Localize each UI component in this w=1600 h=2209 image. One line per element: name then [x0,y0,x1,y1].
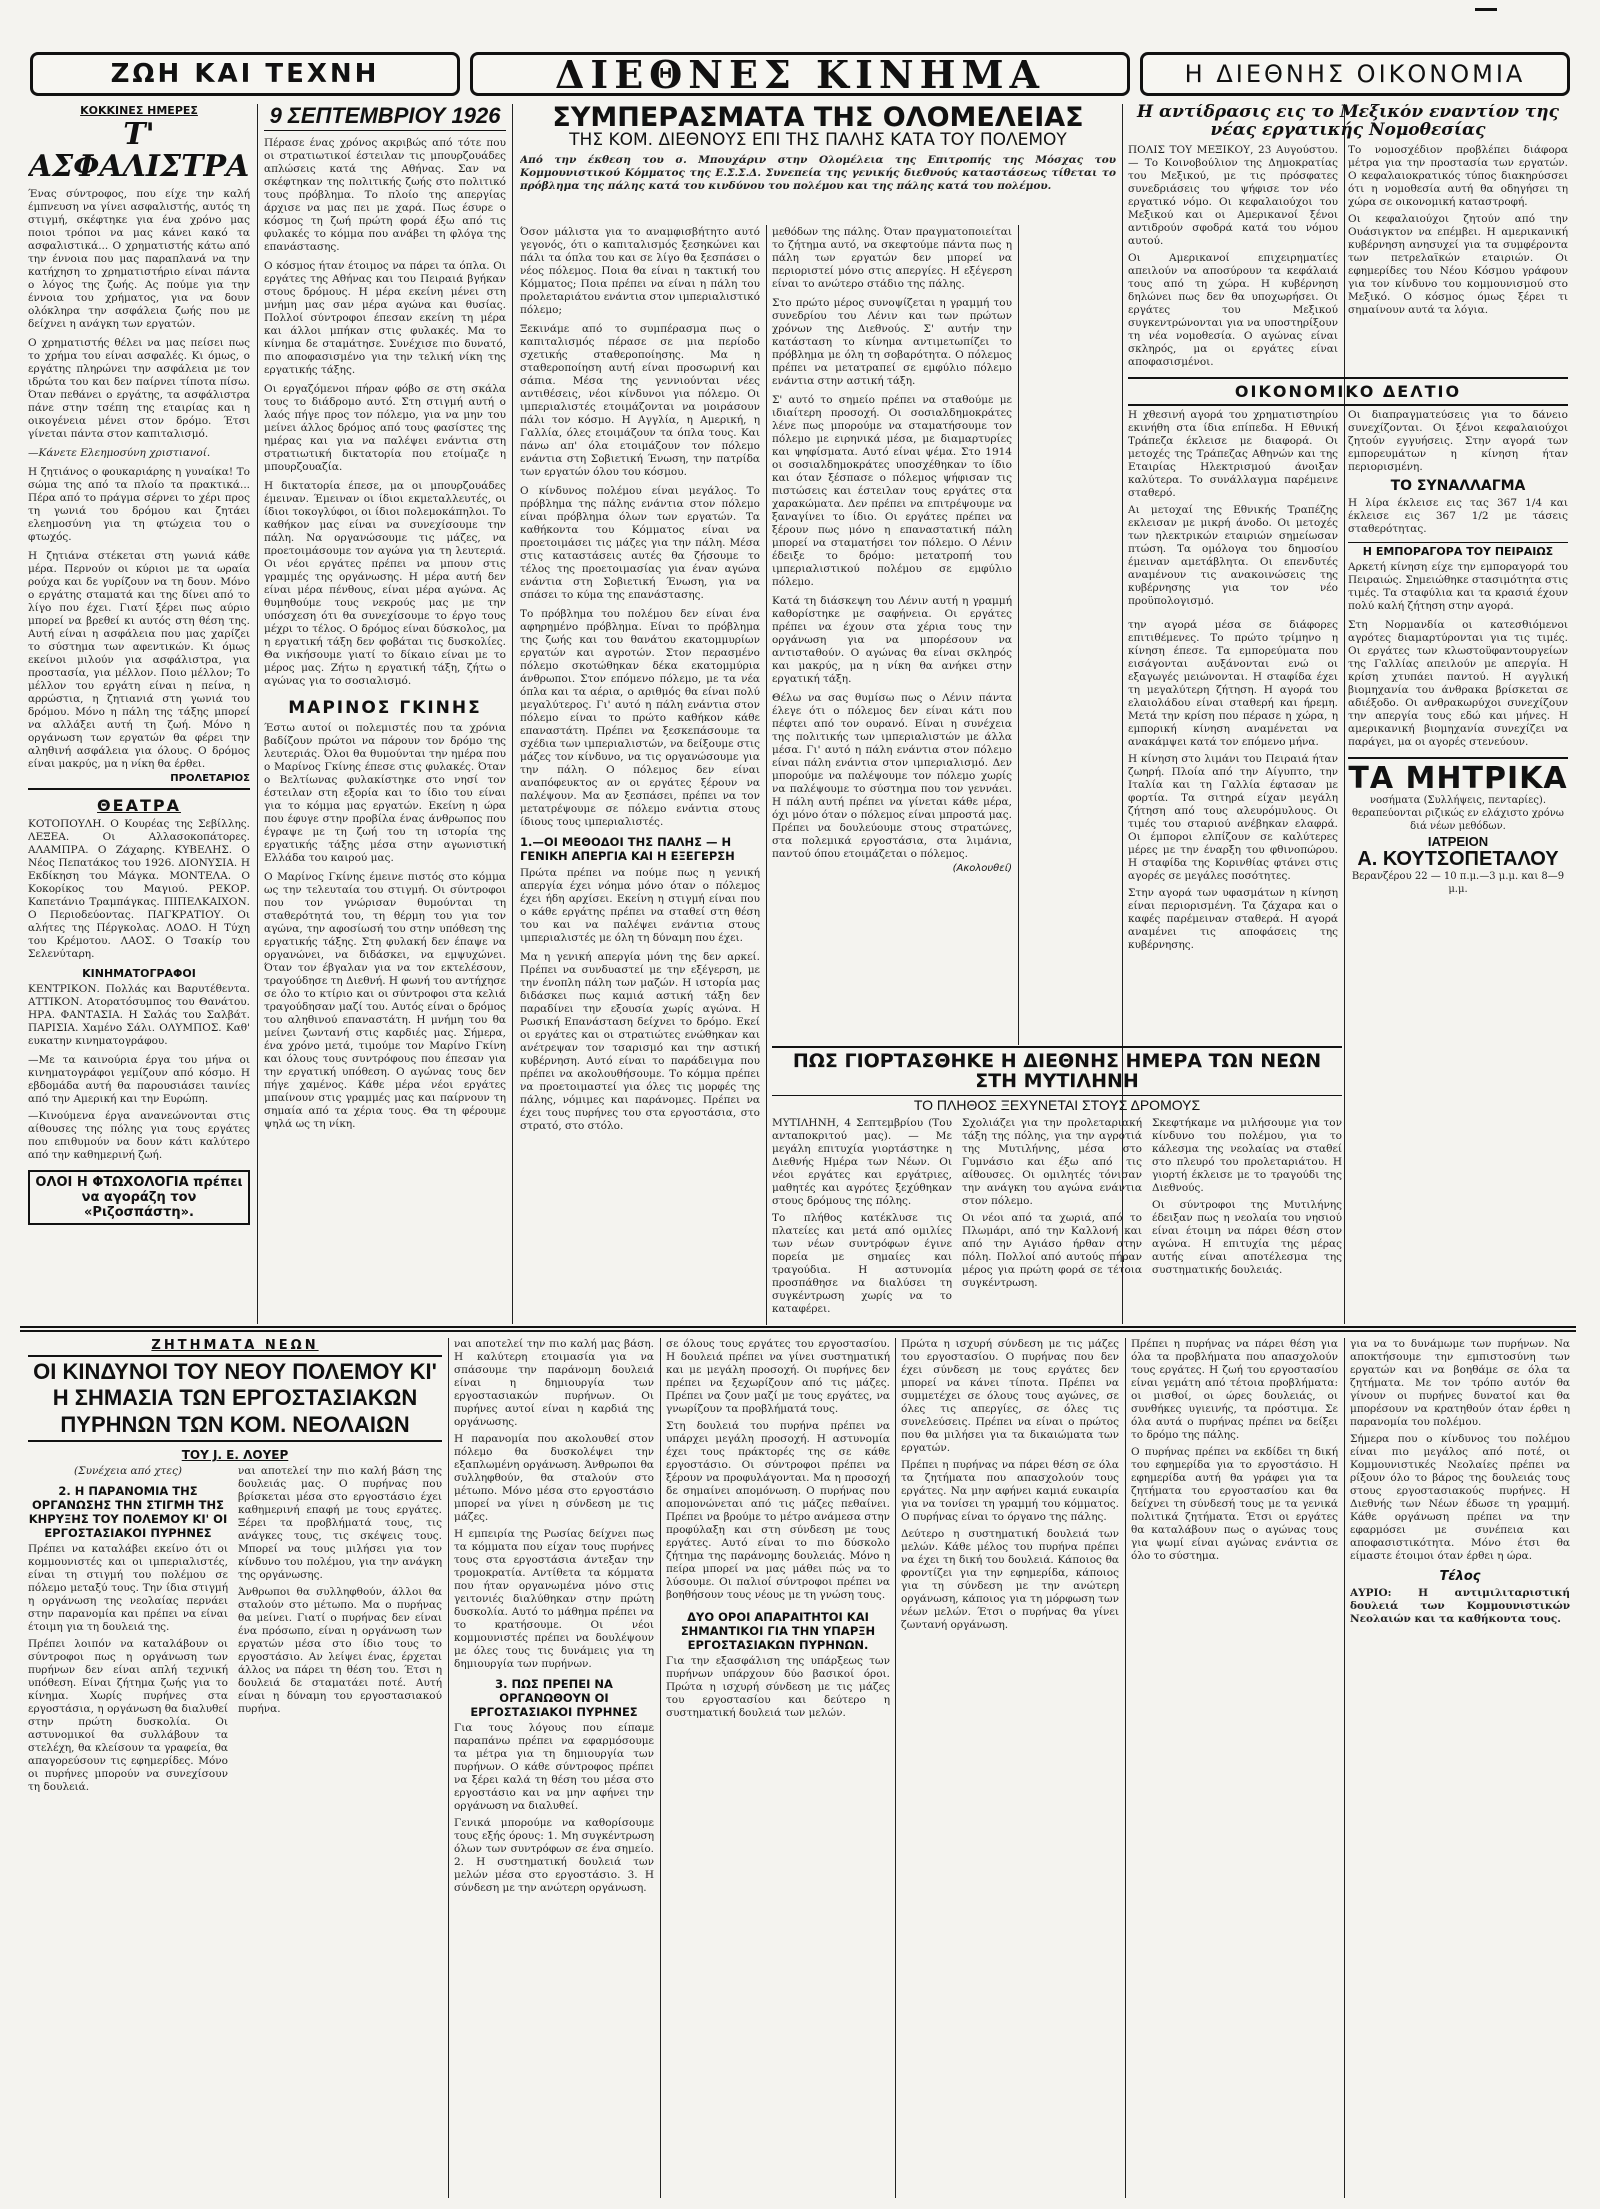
article-body-fill: Πρέπει λοιπόν να καταλάβουν οι σύντροφοι πως η οργάνωση των πυρήνων δεν είναι απλή τεχνική υπόθεση. Είναι ζήτημα ζωής για το κίνημα. Χωρίς πυρήνες στα εργοστάσια, η οργάνωση θα διαλυθεί στην πρώτη δυσκολία. Οι αστυνομικοί θα συλλάβουν τα στελέχη, θα κλείσουν τα γραφεία, θα απαγορεύσουν τις εφημερίδες. Μόνο οι πυρήνες μπορούν να συνεχίσουν τη δουλειά. [28,1638,228,1794]
article-body-fill: Σ' αυτό το σημείο πρέπει να σταθούμε με ιδιαίτερη προσοχή. Οι σοσιαλδημοκράτες λένε πως μπορούμε να σταματήσουμε τον πόλεμο με ειρηνικά μέσα, με διαμαρτυρίες και ψηφίσματα. Αυτό είναι ψέμα. Στο 1914 οι σοσιαλδημοκράτες υποσχέθηκαν το ίδιο και όταν ξέσπασε ο πόλεμος ψήφισαν τις πιστώσεις και έστειλαν τους εργάτες στα χαρακώματα. Δεν πρέπει να επιτρέψουμε να ξαναγίνει το ίδιο. Οι εργάτες πρέπει να ξέρουν πως μόνο η επαναστατική πάλη μπορεί να σταματήσει τον πόλεμο. Ο Λένιν έδειξε το δρόμο: μετατροπή του ιμπεριαλιστικού πολέμου σε εμφύλιο πόλεμο. [772,394,1012,588]
column-rule [660,1338,661,2198]
article-subtitle-marinos-gkinis: ΜΑΡΙΝΟΣ ΓΚΙΝΗΣ [288,698,482,719]
article-body: Όσον μάλιστα για το αναμφισβήτητο αυτό γεγονός, ότι ο καπιταλισμός ξεσηκώνει και πάλι τα όπλα του και σε λίγο θα ξεσπάσει ο νέος πόλεμος. Ποια θα είναι η τακτική του Κόμματος; Ποια πρέπει να είναι η πάλη του προλεταριάτου ενάντια στον ιμπεριαλιστικό πόλεμο; [520,226,760,316]
article-body: Έστω αυτοί οι πολεμιστές που τα χρόνια βαδίζουν πρώτοι να πάρουν τον δρόμο της λευτεριάς. Όλοι θα θυμούνται την ημέρα που ο Μαρίνος Γκίνης έπεσε στις φυλακές. Όταν ο Βελτίωνας φυλακίστηκε στο νησί τον έστειλαν στη εξορία και το ίδιο του είναι για το κόμμα μας εργατών. Εκείνη η ώρα που έφυγε στην προβίλα ένας άνθρωπος που έγραψε με τη ζωή του τη ιστορία της εργατικής τάξης μέσα στην αγωνιστική Ελλάδα του καιρού μας. [264,722,506,865]
article-body-fill: Στην αγορά των υφασμάτων η κίνηση είναι περιορισμένη. Τα ζάχαρα και ο καφές παρέμειναν σταθερά. Η αγορά αναμένει τις αποφάσεις της κυβέρνησης. [1128,886,1338,951]
article-body-fill: Η ζητιάνα στέκεται στη γωνιά κάθε μέρα. Περνούν οι κύριοι με τα ωραία ρούχα και δε γυρίζουν να τη δουν. Μόνο ο εργάτης σταματά και της δίνει από το λίγο που έχει. Γιατί ξέρει πως αύριο μπορεί να βρεθεί κι αυτός στη θέση της. Αυτή είναι η ασφάλεια που μας χαρίζει το σύστημα των αφεντικών. Κι όμως εκείνοι μιλούν για ασφάλιστρα, για προστασία, για μέλλον. Ποιο μέλλον; Το μέλλον του εργάτη είναι η πείνα, η αρρώστια, η ζητιανιά στη γωνιά του δρόμου. Μόνο η πάλη της τάξης μπορεί να αλλάξει αυτή τη ζωή. Μόνο η οργάνωση των εργατών θα φέρει την αληθινή ασφάλεια για όλους. Ο δρόμος είναι μακρύς, μα η νίκη θα έρθει. [28,550,250,770]
article-body-fill: Στη Νορμανδία οι κατεσθιόμενοι αγρότες διαμαρτύρονται για τις τιμές. Οι εργάτες των κλωστοϋφαντουργείων της Γαλλίας απειλούν με απεργία. Η κρίση χτυπάει παντού. Η αγγλική βιομηχανία του άνθρακα βρίσκεται σε αδιέξοδο. Οι ανθρακωρύχοι συνεχίζουν την απεργία τους εδώ και μήνες. Η αμερικανική βιομηχανία συνεχίζει να παράγει, μα οι αγορές στενεύουν. [1348,618,1568,748]
article-section-4: ΔΥΟ ΟΡΟΙ ΑΠΑΡΑΙΤΗΤΟΙ ΚΑΙ ΣΗΜΑΝΤΙΚΟΙ ΓΙΑ ΤΗΝ ΥΠΑΡΞΗ ΕΡΓΟΣΤΑΣΙΑΚΩΝ ΠΥΡΗΝΩΝ. [680,1610,876,1652]
column-rule [766,225,767,1325]
article-body: Πρώτα πρέπει να πούμε πως η γενική απεργία έχει νόημα μόνο όταν ο πόλεμος έχει ήδη αρχίσει. Εκείνη η στιγμή είναι που ο κάθε εργάτης πρέπει να σταθεί στη θέση του και να παλέψει ενάντια στους ιμπεριαλιστές με όλη τη δύναμη που έχει. [520,867,760,944]
column-bottom-4 [901,1338,1119,2198]
article-body-fill: Η δικτατορία έπεσε, μα οι μπουρζουάδες έμειναν. Έμειναν οι ίδιοι εκμεταλλευτές, οι ίδιοι τοκογλύφοι, οι ίδιοι πολεμοκάπηλοι. Το καθήκον μας είναι να συνεχίσουμε την πάλη. Να οργανώσουμε τις μάζες, να προετοιμάσουμε τον αγώνα για τη λευτεριά. Οι νέοι εργάτες πρέπει να μπουν στις γραμμές της οργάνωσης. Η μέρα αυτή δεν είναι μέρα πένθους, είναι μέρα αγώνα. Ας θυμηθούμε τους νεκρούς μας με την υπόσχεση ότι θα συνεχίσουμε το έργο τους μέχρι το τέλος. Ο δρόμος είναι δύσκολος, μα η εργατική τάξη δεν φοβάται τις δυσκολίες. Θα νικήσουμε γιατί το δίκαιο είναι με το μέρος μας. Ζήτω η εργατική τάξη, ζήτω ο αγώνας για το σοσιαλισμό. [264,480,506,688]
article-body: για να το δυνάμωμε των πυρήνων. Να αποκτήσουμε την εμπιστοσύνη των εργατών και να βοηθάμε σε όλα τα ζητήματα. Με τον τρόπο αυτόν θα γίνουν οι πυρήνες δυνατοί και θα μπορέσουν να κρατηθούν όταν έρθει η παρανομία του πολέμου. [1350,1338,1570,1428]
economy-column [1348,409,1568,613]
economy-bulletin: Η χθεσινή αγορά του χρηματιστηρίου εκινήθη στα ίδια επίπεδα. Η Εθνική Τράπεζα έκλεισε με διαφορά. Οι μετοχές της Τράπεζας Αθηνών και της Εταιρίας Ηλεκτρισμού άνοιξαν καλύτερα. Το συνάλλαγμα παρέμεινε σταθερό. [1128,408,1338,499]
article-body-fill: Ξεκινάμε από το συμπέρασμα πως ο καπιταλισμός πέρασε σε μια περίοδο σχετικής σταθεροποίησης. Μα η σταθεροποίηση αυτή είναι προσωρινή και σάπια. Μέσα της γεννιούνται νέες αντιθέσεις, νέοι κίνδυνοι για πόλεμο. Οι ιμπεριαλιστές ετοιμάζονται να μοιράσουν πάλι τον κόσμο. Η Αγγλία, η Αμερική, η Γαλλία, όλες ετοιμάζουν τα όπλα τους. Και πάνω απ' όλα ετοιμάζουν τον πόλεμο ενάντια στη Σοβιετική Ένωση, την πατρίδα των εργατών όλου του κόσμου. [520,323,760,478]
theatre-listings: ΚΟΤΟΠΟΥΛΗ. Ο Κουρέας της Σεβίλλης. ΛΕΞΕΑ. Οι Αλλασοκοπάτορες. ΑΛΑΜΠΡΑ. Ο Ζάχαρης. ΚΥΒΕΛΗΣ. Ο Νέος Πεπατάκος του 1926. ΔΙΟΝΥΣΙΑ. Η Εκδίκηση του Μάγκα. ΜΟΝΤΕΛΑ. Ο Κοκορίκος του Μαγιού. ΡΕΚΟΡ. Καπετάνιο Τραμπάγκας. ΠΙΠΕΛΚΑΙΧΟΝ. Ο Περιοδεύοντας. ΠΑΓΚΡΑΤΙΟΥ. Οι αλήτες της Πέργκολας. ΛΟΔΟ. Η Τύχη του Κρέμοτου. ΛΑΟΣ. Ο Τσακίρ του Σελενύταρη. [28,818,250,960]
article-section-2: 2. Η ΠΑΡΑΝΟΜΙΑ ΤΗΣ ΟΡΓΑΝΩΣΗΣ ΤΗΝ ΣΤΙΓΜΗ ΤΗΣ ΚΗΡΥΞΗΣ ΤΟΥ ΠΟΛΕΜΟΥ ΚΙ' ΟΙ ΕΡΓΟΣΤΑΣΙΑΚΟΙ ΠΥΡΗΝΕΣ [28,1484,228,1541]
economy-bulletin-columns [1128,409,1568,613]
article-body: Πέρασε ένας χρόνος ακριβώς από τότε που οι στρατιωτικοί έστειλαν τις μπουρζουάδες απλώσεις κατά της Αθήνας. Σαν να σκέφτηκαν της πολιτικής ζωής στο πολιτικό τους πρόβλημα. Το πλοίο της απεργίας άρχισε να μας πει με χαρά. Πως έσυρε ο κόσμος τη ζωή πρώτη φορά έξω από τις φυλακές το κόμμα που ανάβει τη φλόγα της επανάστασης. [264,137,506,254]
article-body: ΠΟΛΙΣ ΤΟΥ ΜΕΞΙΚΟΥ, 23 Αυγούστου. — Το Κοινοβούλιον της Δημοκρατίας του Μεξικού, με τις πρόσφατες συνεδριάσεις του ψήφισε τον νέο εργατικό νόμο. Οι κεφαλαιούχοι του Μεξικού και οι Αμερικανοί ξένοι αντιδρούν σφοδρά κατά του νόμου αυτού. [1128,143,1338,247]
market-bulletin: Αρκετή κίνηση είχε την εμποραγορά του Πειραιώς. Σημειώθηκε στασιμότητα στις τιμές. Τα σταφύλια και τα κρασιά έχουν πολύ καλή ζήτηση στην αγορά. [1348,560,1568,612]
column-rule [1344,1338,1345,2198]
theatre-heading: ΘΕΑΤΡΑ [97,796,181,815]
cinema-heading: ΚΙΝΗΜΑΤΟΓΡΑΦΟΙ [82,967,196,980]
article-body: Το πλήθος κατέκλυσε τις πλατείες και μετά από ομιλίες των νέων συντρόφων έγινε πορεία με σημαίες και τραγούδια. Η αστυνομία προσπάθησε να διαλύσει τη συγκέντρωση χωρίς να το καταφέρει. [772,1211,952,1315]
article-body-fill: Οι διαπραγματεύσεις για το δάνειο συνεχίζονται. Οι ξένοι κεφαλαιούχοι ζητούν εγγυήσεις. Στην αγορά των εμπορευμάτων η κίνηση ήταν περιορισμένη. [1348,408,1568,473]
article-body: Για την εξασφάλιση της υπάρξεως των πυρήνων υπάρχουν δύο βασικοί όροι. Πρώτα η ισχυρή σύνδεση με τις μάζες του εργοστασίου και δεύτερο η συστηματική δουλειά των μελών. [666,1655,890,1719]
market-heading: Η ΕΜΠΟΡΑΓΟΡΑ ΤΟΥ ΠΕΙΡΑΙΩΣ [1348,542,1568,558]
article-body-fill: Ο Μαρίνος Γκίνης έμεινε πιστός στο κόμμα ως την τελευταία του στιγμή. Οι σύντροφοι που τον γνώρισαν θυμούνται τη σταθερότητά του, τη θέρμη του για τον αγώνα, την αφοσίωσή του στην υπόθεση της εργατικής τάξης. Στη φυλακή δεν έπαψε να οργανώνει, να διδάσκει, να εμψυχώνει. Όταν τον έβγαλαν για να τον εκτελέσουν, τραγούδησε τη Διεθνή. Η φωνή του αντήχησε σε όλο το κτίριο και οι σύντροφοι στα κελιά τραγούδησαν μαζί του. Αυτός είναι ο δρόμος του αληθινού επαναστάτη. Η μνήμη του θα μείνει ζωντανή στις καρδιές μας. Σήμερα, ένα χρόνο μετά, τιμούμε τον Μαρίνο Γκίνη και όλους τους συντρόφους που έπεσαν για την εργατική υπόθεση. Ο αγώνας τους δεν πήγε χαμένος. Κάθε μέρα νέοι εργάτες μπαίνουν στις γραμμές μας και παίρνουν τη σημαία από τα χέρια τους. Θα τη φέρουμε ψηλά ως τη νίκη. [264,871,506,1131]
article-title-mexico: Η αντίδρασις εις το Μεξικόν εναντίον της νέας εργατικής Νομοθεσίας [1137,104,1559,140]
article-column [772,1117,952,1316]
article-subtitle-plithos: ΤΟ ΠΛΗΘΟΣ ΞΕΧΥΝΕΤΑΙ ΣΤΟΥΣ ΔΡΟΜΟΥΣ [772,1095,1342,1113]
cinema-listings: ΚΕΝΤΡΙΚΟΝ. Πολλάς και Βαρυτέθεντα. ΑΤΤΙΚΟΝ. Ατορατόσυμπος του Θανάτου. ΗΡΑ. ΦΑΝΤΑΣΙΑ. Η Σαλάς του Σαλβάτ. ΠΑΡΙΣΙΑ. Χαμένο Σάλι. ΟΛΥΜΠΟΣ. Καθ' ευκατην κινηματογράφου. [28,983,250,1047]
article-body-fill: Οι νέοι από τα χωριά, από το Πλωμάρι, από την Καλλονή και από την Αγιάσο ήρθαν στην πόλη. Πολλοί από αυτούς πήραν μέρος για πρώτη φορά σε τέτοια συγκέντρωση. [962,1211,1142,1289]
economy-column [1128,619,1338,952]
article-next-notice: ΑΥΡΙΟ: Η αντιμιλιταριστική δουλειά των Κομμουνιστικών Νεολαιών και τα καθήκοντα τους. [1350,1587,1570,1625]
ad-clinic-hours: Βερανζέρου 22 — 10 π.μ.—3 μ.μ. και 8—9 μ.μ. [1351,870,1565,895]
article-body: την αγορά μέσα σε διάφορες επιτιθέμενες. Το πρώτο τρίμηνο η κίνηση έπεσε. Τα εμπορεύματα που εισάγονται αυξάνονται ενώ οι εξαγωγές μειώνονται. Η σταφίδα έχει τη μεγαλύτερη ζήτηση. Η αγορά του ελαιολάδου είναι σταθερή και ήρεμη. Μετά την κρίση που πέρασε η χώρα, η εμπορική κίνηση αναμένεται να ανακάμψει κατά τον επόμενο μήνα. [1128,618,1338,748]
article-header-symperasmata [520,104,1116,226]
article-title-kindynoi: ΟΙ ΚΙΝΔΥΝΟΙ ΤΟΥ ΝΕΟΥ ΠΟΛΕΜΟΥ ΚΙ' Η ΣΗΜΑΣΙΑ ΤΩΝ ΕΡΓΟΣΤΑΣΙΑΚΩΝ ΠΥΡΗΝΩΝ ΤΩΝ ΚΟΜ. ΝΕΟΛΑΙΩΝ [28,1355,442,1442]
column-symperasmata-1 [520,226,760,1324]
article-continues: (Ακολουθεί) [952,863,1012,874]
article-title-symperasmata: ΣΥΜΠΕΡΑΣΜΑΤΑ ΤΗΣ ΟΛΟΜΕΛΕΙΑΣ [552,104,1084,133]
article-body: Πρέπει η πυρήνας να πάρει θέση σε όλα τα ζητήματα που απασχολούν τους εργάτες. Να μην αφήνει καμιά ευκαιρία για να τονίσει τη γραμμή του κόμματος. Ο πυρήνας είναι το όργανο της πάλης. [901,1459,1119,1523]
article-body-fill: Η κίνηση στο λιμάνι του Πειραιά ήταν ζωηρή. Πλοία από την Αίγυπτο, την Ιταλία και τη Γαλλία έφτασαν με φορτία. Τα σιτηρά είχαν μεγάλη ζήτηση από τους αλευρόμυλους. Οι τιμές του σταριού ανέβηκαν ελαφρά. Οι έμποροι ελπίζουν σε καλύτερες μέρες με την έναρξη του φθινοπώρου. Η σταφίδα της Κορινθίας φτάνει στις αγορές σε μεγάλες ποσότητες. [1128,752,1338,882]
column-bottom-5 [1131,1338,1338,2198]
ad-body-mitrika: νοσήματα (Συλλήψεις, πενταρίες). θεραπεύονται ριζικώς εν ελάχιστο χρόνω διά νέων μεθόδων. [1352,795,1564,833]
article-body: Ένας σύντροφος, που είχε την καλή έμπνευση να γίνει ασφαλιστής, αυτός τη στιγμή, σκέφτηκε για ένα χρόνο μας ποιοι τρόποι να μας κάνει κακό τα ασφαλιστικά... Ο χρηματιστής κάτω από την έννοια που μας παραπλανά να την κατήχηση το χρηματιστήριο είναι πάντα ο λόγος της ζωής. Ας πούμε για την έννοια του χρήματος, για να δουν ολόκληρα την ασφάλεια ζωής που με δείχνει η ανάγκη των εργατών. [28,188,250,330]
article-continued-note: (Συνέχεια από χτες) [74,1465,182,1478]
cinema-notes-fill: —Κινούμενα έργα ανανεώνονται στις αίθουσες της πόλης για τους εργάτες που επιθυμούν να δουν κάτι καλύτερο από την καθημερινή ζωή. [28,1110,250,1161]
article-body: μεθόδων της πάλης. Όταν πραγματοποιείται το ζήτημα αυτό, να σκεφτούμε πάντα πως η πάλη των εργατών δεν μπορεί να περιοριστεί μόνο στις απεργίες. Η εξέγερση είναι το ανώτερο στάδιο της πάλης. [772,226,1012,290]
article-body-fill: Το πρόβλημα του πολέμου δεν είναι ένα αφηρημένο πρόβλημα. Είναι το πρόβλημα της ζωής και του θανάτου εκατομμυρίων εργατών και αγροτών. Στον περασμένο πόλεμο σκοτώθηκαν δέκα εκατομμύρια άνθρωποι. Στον επόμενο πόλεμο, με τα νέα όπλα και τα αέρια, ο αριθμός θα είναι πολύ μεγαλύτερος. Γι' αυτό η πάλη ενάντια στον πόλεμο είναι το πρώτο καθήκον κάθε επαναστάτη. Πρέπει να ξεσκεπάσουμε τα σχέδια των ιμπεριαλιστών, να δείξουμε στις μάζες τον κίνδυνο, να τις οργανώσουμε για την πάλη. Ο πόλεμος δεν είναι αναπόφευκτος αν οι εργάτες ξέρουν να παλέψουν. Μα αν ξεσπάσει, πρέπει να τον μετατρέψουμε σε πόλεμο ενάντια στους ίδιους τους ιμπεριαλιστές. [520,608,760,828]
economy-bottom-columns [1128,619,1568,952]
kicker-kokkines-imeres: ΚΟΚΚΙΝΕΣ ΗΜΕΡΕΣ [80,104,198,117]
article-body-fill: Οι κεφαλαιούχοι ζητούν από την Ουάσιγκτον να επέμβει. Η αμερικανική κυβέρνηση ανησυχεί για τα συμφέροντα των πετρελαϊκών εταιριών. Οι εφημερίδες του Νέου Κόσμου γράφουν για τον κίνδυνο του κομμουνισμού στο Μεξικό. Ο κόσμος όμως ξέρει τι σημαίνουν αυτά τα λόγια. [1348,212,1568,316]
article-body-fill: Αι μετοχαί της Εθνικής Τραπέζης εκλεισαν με μικρή άνοδο. Οι μετοχές των ηλεκτρικών εταιριών σημείωσαν πτώση. Τα ομόλογα του δημοσίου έμειναν αμετάβλητα. Οι επενδυτές αναμένουν τις ανακοινώσεις της κυβέρνησης για τον νέο προϋπολογισμό. [1128,503,1338,607]
fx-bulletin: Η λίρα έκλεισε εις τας 367 1/4 και έκλεισε εις 367 1/2 με τάσεις σταθερότητας. [1348,496,1568,535]
article-title-asfalistra: Τ' ΑΣΦΑΛΙΣΤΡΑ [28,117,250,184]
article-column [962,1117,1142,1316]
delta-heading: ΟΙΚΟΝΟΜΙΚΟ ΔΕΛΤΙΟ [1128,377,1568,406]
article-body: Ο κίνδυνος πολέμου είναι μεγάλος. Το πρόβλημα της πάλης ενάντια στον πόλεμο είναι πρόβλημα όλων των εργατών. Τα καθήκοντα του Κόμματος είναι να προετοιμάσει τις μάζες για την πάλη. Μέσα στις καταστάσεις αυτές θα ζήσουμε το τέλος της προετοιμασίας για έναν αγώνα ενάντια στη Σοβιετική Ένωση, για να σπάσει το κύμα της επανάστασης. [520,485,760,601]
article-body-fill: Γενικά μπορούμε να καθορίσουμε τους εξής όρους: 1. Μη συγκέντρωση όλων των συντρόφων σε ένα σημείο. 2. Η συστηματική δουλειά των μελών μέσα στο εργοστάσιο. 3. Η σύνδεση με την ανώτερη οργάνωση. [454,1817,654,1894]
column-rule [512,104,513,1324]
article-section-3: 3. ΠΩΣ ΠΡΕΠΕΙ ΝΑ ΟΡΓΑΝΩΘΟΥΝ ΟΙ ΕΡΓΟΣΤΑΣΙΑΚΟΙ ΠΥΡΗΝΕΣ [470,1677,638,1719]
article-end: Τέλος [1439,1569,1481,1584]
article-body: Σχολιάζει για την προλεταριακή τάξη της πόλης, για την αγροτιά της Μυτιλήνης, μέσα στο Γυμνάσιο και έξω από τις αίθουσες. Οι ομιλητές τόνισαν την ανάγκη του αγώνα ενάντια στον πόλεμο. [962,1116,1142,1207]
banner-diethnis-oikonomia [1140,52,1570,96]
article-lead: Από την έκθεση του σ. Μπουχάριν στην Ολομέλεια της Επιτροπής της Μόσχας του Κομμουνιστικού Κόμματος της Ε.Σ.Σ.Δ. Συνεπεία της γενικής διεθνούς καταστάσεως τίθεται το πρόβλημα της πάλης κατά του κινδύνου του πολέμου και της πάλης κατά του πολέμου. [520,154,1116,193]
column-bottom-1 [28,1338,442,2198]
article-body: ΜΥΤΙΛΗΝΗ, 4 Σεπτεμβρίου (Του ανταποκριτού μας). — Με μεγάλη επιτυχία γιορτάστηκε η Διεθνής Ημέρα των Νέων. Οι νέοι εργάτες και εργάτριες, μαθητές και αγρότες ξεχύθηκαν στους δρόμους της πόλης. [772,1116,952,1207]
article-body: ναι αποτελεί την πιο καλή μας βάση. Η καλύτερη ετοιμασία για να σπάσουμε την παράνομη δουλειά είναι η δημιουργία των εργοστασιακών πυρήνων. Οι πυρήνες αυτοί είναι η καρδιά της οργάνωσης. [454,1338,654,1428]
section-divider [1348,757,1568,759]
article-body: Πρέπει να καταλάβει εκείνο ότι οι κομμουνιστές και οι ιμπεριαλιστές, είναι τη στιγμή του πολέμου σε πόλεμο μεταξύ τους. Την ίδια στιγμή η οργάνωση της νεολαίας περνάει στην παρανομία και πρέπει να είναι έτοιμη για τη δουλειά της. [28,1543,228,1634]
banner-center-label: ΔΙΕΘΝΕΣ ΚΙΝΗΜΑ [554,51,1046,97]
article-body-fill: Άνθρωποι θα συλληφθούν, άλλοι θα σταλούν στο μέτωπο. Μα ο πυρήνας θα μείνει. Γιατί ο πυρήνας δεν είναι ένα πρόσωπο, είναι η οργάνωση των εργατών μέσα στο ίδιο τους το εργοστάσιο. Αν λείψει ένας, έρχεται άλλος να πάρει τη θέση του. Έτσι η δουλειά δε σταματάει ποτέ. Αυτή είναι η δύναμη του εργοστασιακού πυρήνα. [238,1586,442,1716]
banner-left-label: ΖΩΗ ΚΑΙ ΤΕΧΝΗ [110,59,380,89]
column-bottom-2 [454,1338,654,2198]
article-body: Στο πρώτο μέρος συνοψίζεται η γραμμή του συνεδρίου του Λένιν και των πρώτων χρόνων της Διεθνούς. Σ' αυτήν την κατάσταση το κίνημα αντιμετωπίζει το πρόβλημα με όλη τη σοβαρότητα. Ο πόλεμος πρέπει να μετατραπεί σε εμφύλιο πόλεμο ενάντια στην αστική τάξη. [772,297,1012,387]
column-economy [1128,104,1568,1324]
column-rule [1125,1338,1126,2198]
article-column [28,1465,228,1794]
column-rule [257,104,258,1324]
article-body: Η παρανομία που ακολουθεί στον πόλεμο θα δυσκολέψει την εξαπλωμένη οργάνωση. Άνθρωποι θα συλληφθούν, θα σταλούν στο μέτωπο. Μόνο μέσα στο εργοστάσιο μπορεί να γίνει η σύνδεση με τις μάζες. [454,1433,654,1523]
article-body-fill: Η εμπειρία της Ρωσίας δείχνει πως τα κόμματα που είχαν τους πυρήνες τους στα εργοστάσια άντεξαν την τρομοκρατία. Αντίθετα τα κόμματα που ήταν οργανωμένα μόνο στις γειτονιές διαλύθηκαν στην πρώτη δυσκολία. Αυτό το μάθημα πρέπει να το κρατήσουμε. Οι νέοι κομμουνιστές πρέπει να δουλέψουν με όλες τους τις δυνάμεις για τη δημιουργία των πυρήνων. [454,1528,654,1670]
top-ornament [1475,8,1497,17]
section-divider [28,788,250,790]
article-columns [28,1465,442,1794]
article-body: Το νομοσχέδιον προβλέπει διάφορα μέτρα για την προστασία των εργατών. Ο κεφαλαιοκρατικός τύπος διακηρύσσει ότι η νομοθεσία αυτή θα οδηγήσει τη χώρα σε οικονομική καταστροφή. [1348,143,1568,208]
banner-zoi-kai-texni [30,52,460,96]
article-subtitle-komintern: ΤΗΣ ΚΟΜ. ΔΙΕΘΝΟΥΣ ΕΠΙ ΤΗΣ ΠΑΛΗΣ ΚΑΤΑ ΤΟΥ ΠΟΛΕΜΟΥ [569,130,1067,151]
article-author: ΤΟΥ J. Ε. ΛΟΥΕΡ [181,1448,289,1463]
column-rule [895,1338,896,2198]
article-signature: ΠΡΟΛΕΤΑΡΙΟΣ [170,773,250,784]
article-body-fill: Μα η γενική απεργία μόνη της δεν αρκεί. Πρέπει να συνδυαστεί με την εξέγερση, με την ένοπλη πάλη των μαζών. Η ιστορία μας διδάσκει πως καμιά αστική τάξη δεν παραδίνει την εξουσία χωρίς αγώνα. Η Ρωσική Επανάσταση δείχνει το δρόμο. Εκεί οι εργάτες και οι στρατιώτες ενώθηκαν και ανέτρεψαν τον τσαρισμό και την αστική κυβέρνηση. Αυτό είναι το παράδειγμα που πρέπει να ακολουθήσουμε. Το κόμμα πρέπει να προετοιμαστεί για όλες τις μορφές της πάλης, νόμιμες και παράνομες. Πρέπει να έχει τους πυρήνες του στα εργοστάσια, στο στρατό, στο στόλο. [520,951,760,1132]
ad-doctor-name: Α. ΚΟΥΤΣΟΠΕΤΑΛΟΥ [1357,847,1559,870]
article-body-fill: Πρέπει η πυρήνας να πάρει θέση για όλα τα προβλήματα που απασχολούν τους εργάτες. Η ζωή του εργοστασίου είναι γεμάτη από τέτοια προβλήματα: οι μισθοί, οι ώρες δουλειάς, οι συνθήκες υγιεινής, τα πρόστιμα. Σε όλα αυτά ο πυρήνας πρέπει να δείξει το δρόμο της πάλης. [1131,1338,1338,1441]
article-section-methods: 1.—ΟΙ ΜΕΘΟΔΟΙ ΤΗΣ ΠΑΛΗΣ — Η ΓΕΝΙΚΗ ΑΠΕΡΓΙΑ ΚΑΙ Η ΕΞΕΓΕΡΣΗ [520,835,735,863]
page-divider [20,1326,1576,1328]
article-body-fill: Θέλω να σας θυμίσω πως ο Λένιν πάντα έλεγε ότι ο πόλεμος δεν είναι κάτι που πέφτει από τον ουρανό. Είναι η συνέχεια της πολιτικής των ιμπεριαλιστών με άλλα μέσα. Γι' αυτό η πάλη ενάντια στον πόλεμο είναι πάλη ενάντια στον ιμπεριαλισμό. Δεν μπορούμε να παλέψουμε τον πόλεμο χωρίς να παλέψουμε το σύστημα που τον γεννάει. Η πάλη αυτή πρέπει να γίνεται κάθε μέρα, όχι μόνο όταν ο πόλεμος είναι μπροστά μας. Πρέπει να δουλεύουμε στους στρατώνες, στα πολεμικά εργοστάσια, στα λιμάνια, παντού όπου ετοιμάζεται ο πόλεμος. [772,692,1012,860]
ad-clinic-label: ΙΑΤΡΕΙΟΝ [1427,834,1489,850]
article-body-fill: Στη δουλειά του πυρήνα πρέπει να υπάρχει μεγάλη προσοχή. Η αστυνομία έχει τους πράκτορές της σε κάθε εργοστάσιο. Οι σύντροφοι πρέπει να ξέρουν να προφυλάγονται. Μα η προσοχή δε σημαίνει απομόνωση. Ο πυρήνας που απομονώνεται από τις μάζες πεθαίνει. Πρέπει να βρούμε το μέτρο ανάμεσα στην προφύλαξη και στη σύνδεση με τους εργάτες. Αυτό είναι το πιο δύσκολο ζήτημα της παράνομης δουλειάς. Μόνο η πείρα μπορεί να μας μάθει πώς να το λύσουμε. Οι παλιοί σύντροφοι πρέπει να βοηθήσουν τους νέους με τη γνώση τους. [666,1420,890,1601]
article-body-fill: Οι σύντροφοι της Μυτιλήνης έδειξαν πως η νεολαία του νησιού είναι έτοιμη να πάρει θέση στον αγώνα. Η επιτυχία της μέρας αυτής είναι αποτέλεσμα της συστηματικής δουλειάς. [1152,1198,1342,1276]
article-title-9-september: 9 ΣΕΠΤΕΜΒΡΙΟΥ 1926 [264,104,506,131]
article-body-fill: Οι Αμερικανοί επιχειρηματίες απειλούν να αποσύρουν τα κεφάλαιά τους από τη χώρα. Η κυβέρνηση δηλώνει πως δεν θα υποχωρήσει. Οι εργάτες του Μεξικού συγκεντρώνονται για να υποστηρίξουν τη νέα νομοθεσία. Ο αγώνας είναι σκληρός, μα οι εργάτες είναι αποφασισμένοι. [1128,251,1338,368]
article-body: Οι εργαζόμενοι πήραν φόβο σε στη σκάλα τους το διάδρομο αυτό. Στη στιγμή αυτή ο λαός πήγε προς τον πόλεμο, για να μην του μείνει άλλος δρόμος από τους φασίστες της ημέρας και για να παλέψει ενάντια στη στρατιωτική δικτατορία που ετοίμαζε η μπουρζουαζία. [264,383,506,474]
column-symperasmata-2 [772,226,1012,1046]
column-bottom-3 [666,1338,890,2198]
article-body: Η ζητιάνος ο φουκαριάρης η γυναίκα! Το σώμα της από τα πλοίο τα πρακτικά... Πέρα από το πράγμα σέρνει το χέρι προς τη γωνιά του δρόμου και ζητάει ελεημοσύνη για τη φτώχεια του ο φτωχός. [28,466,250,543]
banner-right-label: Η ΔΙΕΘΝΗΣ ΟΙΚΟΝΟΜΙΑ [1184,60,1526,88]
column-rule [448,1338,449,2198]
economy-column [1348,619,1568,952]
cinema-notes-fill: —Με τα καινούρια έργα του μήνα οι κινηματογράφοι γεμίζουν από κόσμο. Η εβδομάδα αυτή θα παρουσιάσει ταινίες από την Αμερική και την Ευρώπη. [28,1054,250,1105]
column-rule [1018,225,1019,1045]
page-divider [20,1330,1576,1332]
article-body-fill: Δεύτερο η συστηματική δουλειά των μελών. Κάθε μέλος του πυρήνα πρέπει να έχει τη δική του δουλειά. Κάποιος θα φροντίζει για την εφημερίδα, κάποιος για τη σύνδεση με την ανώτερη οργάνωση, κάποιος για τη μόρφωση των νέων μελών. Έτσι ο πυρήνας θα γίνει ζωντανή οργάνωση. [901,1528,1119,1631]
article-body-fill: ναι αποτελεί την πιο καλή βάση της δουλειάς μας. Ο πυρήνας που βρίσκεται μέσα στο εργοστάσιο έχει καθημερινή επαφή με τους εργάτες. Ξέρει τα προβλήματά τους, τις ανάγκες τους, τις σκέψεις τους. Μπορεί να τους μιλήσει για τον κίνδυνο του πολέμου, για την ανάγκη της οργάνωσης. [238,1465,442,1582]
economy-column [1128,144,1338,369]
article-body: Σκεφτήκαμε να μιλήσουμε για τον κίνδυνο του πολέμου, για το κάλεσμα της νεολαίας να σταθεί στο πλευρό του προλεταριάτου. Η γιορτή έκλεισε με το τραγούδι της Διεθνούς. [1152,1116,1342,1194]
column-september [264,104,506,1324]
column-bottom-6 [1350,1338,1570,2198]
article-body-fill: Ο πυρήνας πρέπει να εκδίδει τη δική του εφημερίδα για το εργοστάσιο. Η εφημερίδα αυτή θα γράφει για τα ζητήματα του εργοστασίου και θα δείχνει τη σύνδεσή τους με τα γενικά πολιτικά ζητήματα. Έτσι οι εργάτες θα καταλάβουν πως ο αγώνας τους για ψωμί είναι αγώνας ενάντια σε όλο το σύστημα. [1131,1446,1338,1562]
fx-heading: ΤΟ ΣΥΝΑΛΛΑΓΜΑ [1390,477,1526,494]
article-column [238,1465,442,1794]
kicker-zitimata-neon: ΖΗΤΗΜΑΤΑ ΝΕΩΝ [151,1338,319,1353]
banner-diethnes-kinima [470,52,1130,96]
article-body-fill: Σήμερα που ο κίνδυνος του πολέμου είναι πιο μεγάλος από ποτέ, οι Κομμουνιστικές Νεολαίες πρέπει να ρίξουν όλο το βάρος της δουλειάς τους στους εργοστασιακούς πυρήνες. Η Διεθνής των Νέων έδωσε τη γραμμή. Κάθε οργάνωση πρέπει να την εφαρμόσει με συνέπεια και αποφασιστικότητα. Μόνο έτσι θα είμαστε έτοιμοι όταν έρθει η ώρα. [1350,1433,1570,1562]
article-title-mytilini: ΠΩΣ ΓΙΟΡΤΑΣΘΗΚΕ Η ΔΙΕΘΝΗΣ ΗΜΕΡΑ ΤΩΝ ΝΕΩΝ ΣΤΗ ΜΥΤΙΛΗΝΗ [792,1052,1322,1092]
column-zoi [28,104,250,1324]
article-body-fill: Πρώτα η ισχυρή σύνδεση με τις μάζες του εργοστασίου. Ο πυρήνας που δεν έχει σύνδεση με τους εργάτες δεν μπορεί να κάνει τίποτα. Πρέπει να συμμετέχει σε όλους τους αγώνες, σε όλες τις απεργίες, σε όλες τις συνελεύσεις. Πρέπει να είναι ο πρώτος που θα μιλήσει για τα δικαιώματα των εργατών. [901,1338,1119,1454]
article-quote: —Κάνετε Ελεημοσύνη χριστιανοί. [28,447,211,459]
ad-title-mitrika: ΤΑ ΜΗΤΡΙΚΑ [1348,760,1568,796]
article-body-fill: Ο κόσμος ήταν έτοιμος να πάρει τα όπλα. Οι εργάτες της Αθήνας και του Πειραιά βγήκαν στους δρόμους. Η μέρα εκείνη μένει στη μνήμη μας σαν μέρα αγώνα και θυσίας. Πολλοί σύντροφοι έπεσαν εκείνη τη μέρα και άλλοι μπήκαν στις φυλακές. Μα το κίνημα δε σταμάτησε. Συνέχισε πιο δυνατό, πιο αποφασισμένο για την τελική νίκη της εργατικής τάξης. [264,260,506,377]
article-body: Κατά τη διάσκεψη του Λένιν αυτή η γραμμή καθορίστηκε με σαφήνεια. Οι εργάτες πρέπει να έχουν στα χέρια τους την οργάνωση για να μπορέσουν να αντισταθούν. Ο αγώνας θα είναι σκληρός και μακρύς, μα η νίκη θα ανήκει στην εργατική τάξη. [772,595,1012,685]
article-body-fill: Ο χρηματιστής θέλει να μας πείσει πως το χρήμα του είναι ασφαλές. Κι όμως, ο εργάτης πληρώνει την ασφάλεια με τον ιδρώτα του και δεν παίρνει τίποτα πίσω. Όταν πεθάνει ο εργάτης, τα ασφάλιστρα πάνε στην τσέπη της εταιρίας και η οικογένεια μένει στον δρόμο. Έτσι γίνεται πάντα στον καπιταλισμό. [28,337,250,440]
ad-rizospastis: ΟΛΟΙ Η ΦΤΩΧΟΛΟΓΙΑ πρέπει να αγοράζη τον «Ριζοσπάστη». [28,1170,250,1225]
article-body: σε όλους τους εργάτες του εργοστασίου. Η δουλειά πρέπει να γίνει συστηματική και με μεγάλη προσοχή. Οι πυρήνες δεν πρέπει να ξεχωρίζουν από τις μάζες. Πρέπει να ζουν μαζί με τους εργάτες, να γνωρίζουν τα προβλήματά τους. [666,1338,890,1415]
economy-column [1128,409,1338,613]
economy-top-columns [1128,144,1568,369]
article-body: Για τους λόγους που είπαμε παραπάνω πρέπει να εφαρμόσουμε τα μέτρα για τη δημιουργία των πυρήνων. Ο κάθε σύντροφος πρέπει να ξέρει καλά τη θέση του μέσα στο εργοστάσιο και να μην αφήνει την οργάνωση να διαλυθεί. [454,1722,654,1812]
economy-column [1348,144,1568,369]
